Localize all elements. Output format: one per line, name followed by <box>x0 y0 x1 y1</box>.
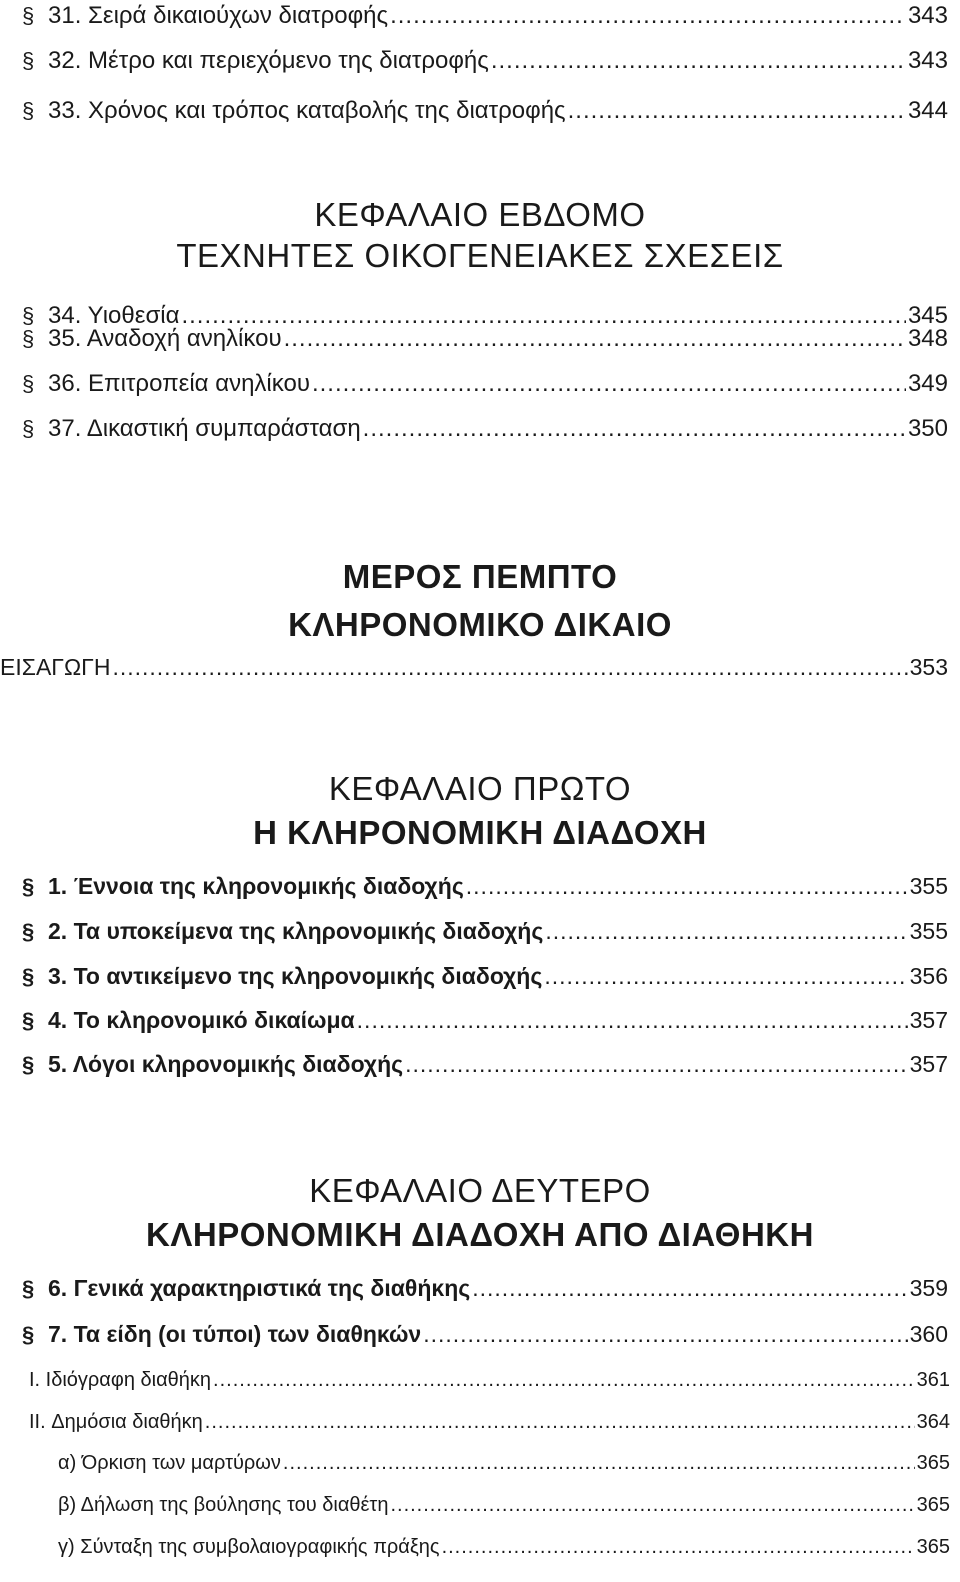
toc-entry-title: 32. Μέτρο και περιεχόμενο της διατροφής <box>48 47 489 74</box>
section-sign: § <box>22 303 35 328</box>
dot-leader <box>390 1494 914 1517</box>
toc-entry-page: 359 <box>909 1275 948 1301</box>
section-sign: § <box>22 416 35 441</box>
toc-entry-page: 361 <box>916 1369 950 1391</box>
dot-leader <box>357 1007 908 1034</box>
toc-entry-page: 355 <box>909 918 948 944</box>
toc-entry-title: 1. Έννοια της κληρονομικής διαδοχής <box>48 873 464 899</box>
toc-entry[interactable] <box>22 2 948 30</box>
chapter-heading: ΚΕΦΑΛΑΙΟ ΠΡΩΤΟ <box>328 770 632 807</box>
toc-entry-title: ΕΙΣΑΓΩΓΗ <box>0 654 111 680</box>
toc-entry-page: 348 <box>907 325 948 352</box>
toc-entry-title: 5. Λόγοι κληρονομικής διαδοχής <box>48 1051 404 1077</box>
toc-subentry[interactable] <box>29 1411 950 1434</box>
toc-subentry[interactable] <box>58 1536 950 1559</box>
toc-entry-page: 357 <box>909 1051 948 1077</box>
dot-leader <box>405 1051 908 1078</box>
section-sign: § <box>22 1322 35 1347</box>
toc-entry-page: 343 <box>907 2 948 29</box>
toc-entry-title: 7. Τα είδη (οι τύποι) των διαθηκών <box>48 1321 422 1347</box>
dot-leader <box>363 415 906 443</box>
toc-entry-title: 31. Σειρά δικαιούχων διατροφής <box>48 2 389 29</box>
toc-entry-title: 2. Τα υποκείμενα της κληρονομικής διαδοχής <box>48 918 544 944</box>
section-sign: § <box>22 1052 35 1077</box>
toc-entry-page: 357 <box>909 1007 948 1033</box>
toc-entry-title: 6. Γενικά χαρακτηριστικά της διαθήκης <box>48 1275 471 1301</box>
toc-entry[interactable] <box>22 1007 948 1034</box>
section-sign: § <box>22 1276 35 1301</box>
toc-entry-title: α) Όρκιση των μαρτύρων <box>58 1452 281 1474</box>
chapter-heading: ΚΕΦΑΛΑΙΟ ΕΒΔΟΜΟ <box>314 196 646 233</box>
toc-entry-page: 353 <box>909 654 948 680</box>
toc-entry[interactable] <box>22 47 948 75</box>
dot-leader <box>213 1369 915 1392</box>
dot-leader <box>466 873 908 900</box>
toc-entry-title: 34. Υιοθεσία <box>48 302 180 329</box>
toc-entry-page: 360 <box>909 1321 948 1347</box>
toc-entry[interactable] <box>22 1051 948 1078</box>
toc-entry[interactable] <box>22 1275 948 1302</box>
dot-leader <box>442 1536 915 1559</box>
section-sign: § <box>22 874 35 899</box>
dot-leader <box>544 963 907 990</box>
toc-entry-page: 344 <box>907 97 948 124</box>
toc-entry-title: II. Δημόσια διαθήκη <box>29 1411 203 1433</box>
dot-leader <box>312 370 906 398</box>
dot-leader <box>472 1275 907 1302</box>
toc-entry[interactable] <box>22 370 948 398</box>
toc-entry-title: 3. Το αντικείμενο της κληρονομικής διαδοχής <box>48 963 543 989</box>
part-heading: ΜΕΡΟΣ ΠΕΜΠΤΟ <box>342 558 618 595</box>
toc-entry-title: 35. Αναδοχή ανηλίκου <box>48 325 282 352</box>
toc-entry[interactable] <box>22 325 948 353</box>
toc-subentry[interactable] <box>58 1452 950 1475</box>
section-sign: § <box>22 371 35 396</box>
toc-entry[interactable] <box>22 963 948 990</box>
section-sign: § <box>22 98 35 123</box>
section-sign: § <box>22 964 35 989</box>
toc-entry-title: 37. Δικαστική συμπαράσταση <box>48 415 361 442</box>
toc-entry-page: 364 <box>916 1411 950 1433</box>
chapter-heading: ΚΕΦΑΛΑΙΟ ΔΕΥΤΕΡΟ <box>309 1172 651 1209</box>
dot-leader <box>205 1411 915 1434</box>
dot-leader <box>283 1452 915 1475</box>
toc-entry-introduction[interactable] <box>0 654 948 681</box>
toc-entry[interactable] <box>22 97 948 125</box>
chapter-title: Η ΚΛΗΡΟΝΟΜΙΚΗ ΔΙΑΔΟΧΗ <box>253 814 707 851</box>
toc-entry-page: 355 <box>909 873 948 899</box>
toc-entry-title: 36. Επιτροπεία ανηλίκου <box>48 370 310 397</box>
dot-leader <box>545 918 907 945</box>
toc-entry-page: 350 <box>907 415 948 442</box>
toc-entry-page: 356 <box>909 963 948 989</box>
toc-subentry[interactable] <box>29 1369 950 1392</box>
toc-entry-title: β) Δήλωση της βούλησης του διαθέτη <box>58 1494 389 1516</box>
toc-entry-page: 345 <box>907 302 948 329</box>
section-sign: § <box>22 919 35 944</box>
chapter-title: ΚΛΗΡΟΝΟΜΙΚΗ ΔΙΑΔΟΧΗ ΑΠΟ ΔΙΑΘΗΚΗ <box>146 1216 814 1253</box>
toc-entry[interactable] <box>22 1321 948 1348</box>
section-sign: § <box>22 3 35 28</box>
part-title: ΚΛΗΡΟΝΟΜΙΚΟ ΔΙΚΑΙΟ <box>288 606 672 643</box>
toc-entry-title: γ) Σύνταξη της συμβολαιογραφικής πράξης <box>58 1536 440 1558</box>
toc-entry[interactable] <box>22 415 948 443</box>
dot-leader <box>112 654 907 681</box>
toc-entry[interactable] <box>22 918 948 945</box>
dot-leader <box>423 1321 907 1348</box>
toc-entry-page: 349 <box>907 370 948 397</box>
section-sign: § <box>22 326 35 351</box>
dot-leader <box>284 325 906 353</box>
toc-entry-page: 365 <box>916 1494 950 1516</box>
toc-entry-title: 33. Χρόνος και τρόπος καταβολής της διατροφής <box>48 97 566 124</box>
toc-entry-title: 4. Το κληρονομικό δικαίωμα <box>48 1007 355 1033</box>
toc-entry-page: 343 <box>907 47 948 74</box>
dot-leader <box>390 2 906 30</box>
toc-entry-title: I. Ιδιόγραφη διαθήκη <box>29 1369 212 1391</box>
dot-leader <box>568 97 906 125</box>
section-sign: § <box>22 48 35 73</box>
toc-subentry[interactable] <box>58 1494 950 1517</box>
toc-entry[interactable] <box>22 873 948 900</box>
chapter-title: ΤΕΧΝΗΤΕΣ ΟΙΚΟΓΕΝΕΙΑΚΕΣ ΣΧΕΣΕΙΣ <box>176 237 784 274</box>
section-sign: § <box>22 1008 35 1033</box>
toc-entry-page: 365 <box>916 1536 950 1558</box>
dot-leader <box>491 47 906 75</box>
toc-entry-page: 365 <box>916 1452 950 1474</box>
